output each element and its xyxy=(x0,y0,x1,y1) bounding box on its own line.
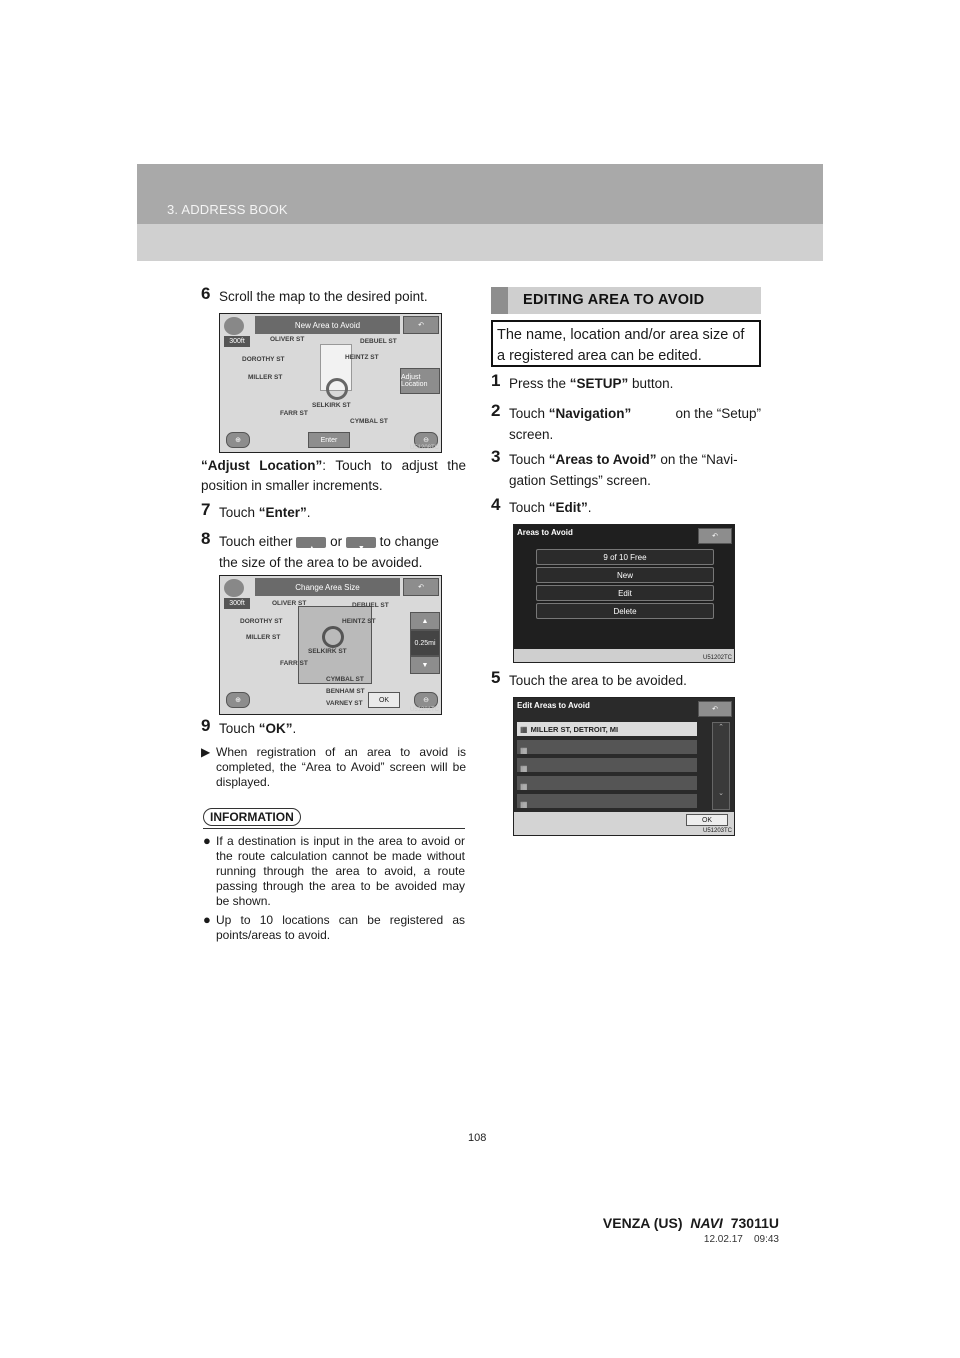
step-bold: “Navigation” xyxy=(548,406,632,421)
screenshot-edit-areas-to-avoid xyxy=(513,697,735,836)
back-button[interactable]: ↶ xyxy=(698,528,732,544)
area-icon: ▦ xyxy=(520,746,528,755)
figure-code: U51202TC xyxy=(702,655,732,661)
step-number: 9 xyxy=(201,716,211,735)
street-label: MILLER ST xyxy=(246,634,281,641)
street-label: DOROTHY ST xyxy=(240,618,283,625)
edit-button[interactable]: Edit xyxy=(536,585,714,601)
street-label: CYMBAL ST xyxy=(326,676,364,683)
enter-button[interactable]: Enter xyxy=(308,432,350,448)
step-text: to change xyxy=(379,534,439,549)
step-text: the size of the area to be avoided. xyxy=(219,555,423,570)
screenshot-new-area-to-avoid xyxy=(219,313,442,453)
step-text: Press the xyxy=(509,376,570,391)
zoom-in-button[interactable]: ⊕ xyxy=(226,432,250,448)
screen-title: Change Area Size xyxy=(255,578,400,596)
info-item-2 xyxy=(203,913,465,943)
street-label: HEINTZ ST xyxy=(342,618,376,625)
street-label: VARNEY ST xyxy=(326,700,363,707)
info-text: Up to 10 locations can be registered as points/areas to avoid. xyxy=(216,913,465,942)
step-text: gation Settings” screen. xyxy=(509,473,651,488)
info-item-1 xyxy=(203,834,465,909)
step-4 xyxy=(491,497,761,519)
note-text: When registration of an area to avoid is completed, the “Area to Avoid” screen will be displayed. xyxy=(216,745,466,789)
zoom-in-button[interactable]: ⊕ xyxy=(226,692,250,708)
step-number: 7 xyxy=(201,500,211,519)
screen-title: New Area to Avoid xyxy=(255,316,400,334)
model-name: VENZA (US) xyxy=(602,1215,683,1231)
step-text: Touch xyxy=(219,721,259,736)
print-time: 09:43 xyxy=(753,1234,779,1245)
step-text: Touch the area to be avoided. xyxy=(509,673,687,688)
list-item-label: MILLER ST, DETROIT, MI xyxy=(530,724,619,734)
model-line xyxy=(586,1215,779,1231)
step-text: or xyxy=(330,534,343,549)
figure-code: U51201TC xyxy=(409,707,439,713)
distance-display: 0.25mi xyxy=(410,630,440,656)
section-header: 3. ADDRESS BOOK xyxy=(167,202,288,217)
ok-button[interactable]: OK xyxy=(686,814,728,826)
scroll-up-icon[interactable]: ⌃ xyxy=(718,724,724,731)
info-divider xyxy=(203,828,465,829)
step-text: . xyxy=(306,505,311,520)
compass-icon[interactable] xyxy=(224,317,244,335)
street-label: SELKIRK ST xyxy=(308,648,347,655)
section-title: EDITING AREA TO AVOID xyxy=(523,292,705,308)
street-label: DEBUEL ST xyxy=(360,338,397,345)
screen-title: Edit Areas to Avoid xyxy=(517,701,590,710)
list-item[interactable] xyxy=(517,758,697,772)
street-label: SELKIRK ST xyxy=(312,402,351,409)
step-number: 2 xyxy=(491,401,501,420)
cursor-icon xyxy=(326,378,348,400)
back-button[interactable]: ↶ xyxy=(403,316,439,334)
area-icon: ▦ xyxy=(520,724,528,734)
timestamp xyxy=(660,1234,779,1245)
footer-strip xyxy=(514,649,734,662)
step-5 xyxy=(491,670,761,692)
up-arrow-key-icon: ▲ xyxy=(296,537,326,548)
back-button[interactable]: ↶ xyxy=(698,701,732,717)
information-tag: INFORMATION xyxy=(203,808,301,826)
screenshot-areas-to-avoid xyxy=(513,524,735,663)
navi-label: NAVI xyxy=(690,1215,723,1231)
enlarge-button[interactable]: ▲ xyxy=(410,612,440,630)
screen-title: Areas to Avoid xyxy=(517,528,573,537)
page-number: 108 xyxy=(468,1132,487,1144)
info-text: If a destination is input in the area to avoid or the route calculation cannot be made without running through the area to avoid, a route passing through the area to be avoided may be shown. xyxy=(216,834,465,908)
zoom-out-button[interactable]: ⊖ xyxy=(414,432,438,448)
street-label: OLIVER ST xyxy=(270,336,305,343)
adjust-text: : Touch to adjust the position in smaller increments. xyxy=(201,458,466,493)
adjust-location-description xyxy=(201,456,466,496)
street-label: FARR ST xyxy=(280,660,308,667)
adjust-location-button[interactable]: Adjust Location xyxy=(400,368,440,394)
area-icon: ▦ xyxy=(520,800,528,809)
step-text: Touch xyxy=(509,452,549,467)
step-text: Touch xyxy=(219,505,259,520)
scrollbar[interactable] xyxy=(712,722,730,810)
section-heading xyxy=(491,287,761,314)
step-bold: “OK” xyxy=(258,721,293,736)
step-bold: “Enter” xyxy=(258,505,307,520)
cursor-icon xyxy=(322,626,344,648)
area-icon: ▦ xyxy=(520,782,528,791)
street-label: OLIVER ST xyxy=(272,600,307,607)
step-text: Touch xyxy=(509,406,549,421)
step-text: . xyxy=(587,500,592,515)
note-bullet xyxy=(201,745,466,790)
street-label: FARR ST xyxy=(280,410,308,417)
list-item[interactable] xyxy=(517,794,697,808)
figure-code: U51203TC xyxy=(702,828,732,834)
screenshot-change-area-size xyxy=(219,575,442,715)
step-text: button. xyxy=(628,376,674,391)
step-number: 5 xyxy=(491,668,501,687)
step-3 xyxy=(491,449,761,493)
step-bold: “SETUP” xyxy=(569,376,629,391)
scale-indicator: 300ft xyxy=(224,598,250,609)
summary-box: The name, location and/or area size of a registered area can be edited. xyxy=(491,320,761,367)
reduce-button[interactable]: ▼ xyxy=(410,656,440,674)
step-text: Touch either xyxy=(219,534,293,549)
bullet-icon: ● xyxy=(203,912,211,927)
step-number: 4 xyxy=(491,495,501,514)
ok-button[interactable]: OK xyxy=(368,692,400,708)
free-count-row: 9 of 10 Free xyxy=(536,549,714,565)
scroll-down-icon[interactable]: ⌄ xyxy=(718,790,724,797)
step-bold: “Edit” xyxy=(548,500,588,515)
list-item[interactable] xyxy=(517,722,697,736)
area-icon: ▦ xyxy=(520,764,528,773)
figure-code: U51208TC xyxy=(409,445,439,451)
step-text: screen. xyxy=(509,427,554,442)
step-2 xyxy=(491,403,761,447)
step-number: 3 xyxy=(491,447,501,466)
step-text: on the “Setup” xyxy=(675,406,761,421)
adjust-label: “Adjust Location” xyxy=(201,458,323,473)
manual-code: 73011U xyxy=(730,1215,779,1231)
compass-icon[interactable] xyxy=(224,579,244,597)
delete-button[interactable]: Delete xyxy=(536,603,714,619)
step-number: 1 xyxy=(491,371,501,390)
header-subband xyxy=(137,224,823,261)
step-7 xyxy=(201,502,471,524)
step-text: . xyxy=(292,721,297,736)
step-8 xyxy=(201,531,471,575)
bullet-icon: ● xyxy=(203,833,211,848)
bullet-icon: ▶ xyxy=(201,745,211,759)
step-1 xyxy=(491,373,761,395)
street-label: DEBUEL ST xyxy=(352,602,389,609)
street-label: CYMBAL ST xyxy=(350,418,388,425)
list-item[interactable] xyxy=(517,740,697,754)
step-9 xyxy=(201,718,471,740)
back-button[interactable]: ↶ xyxy=(403,578,439,596)
street-label: HEINTZ ST xyxy=(345,354,379,361)
list-item[interactable] xyxy=(517,776,697,790)
step-text: Scroll the map to the desired point. xyxy=(219,289,428,304)
street-label: DOROTHY ST xyxy=(242,356,285,363)
street-label: MILLER ST xyxy=(248,374,283,381)
new-button[interactable]: New xyxy=(536,567,714,583)
step-number: 8 xyxy=(201,529,211,548)
step-text: on the “Navi- xyxy=(656,452,738,467)
heading-marker xyxy=(491,287,508,314)
zoom-out-button[interactable]: ⊖ xyxy=(414,692,438,708)
step-number: 6 xyxy=(201,284,211,303)
down-arrow-key-icon: ▼ xyxy=(346,537,376,548)
print-date: 12.02.17 xyxy=(703,1234,743,1245)
step-text: Touch xyxy=(509,500,549,515)
scale-indicator: 300ft xyxy=(224,336,250,347)
step-bold: “Areas to Avoid” xyxy=(548,452,657,467)
street-label: BENHAM ST xyxy=(326,688,365,695)
step-6 xyxy=(201,286,471,308)
